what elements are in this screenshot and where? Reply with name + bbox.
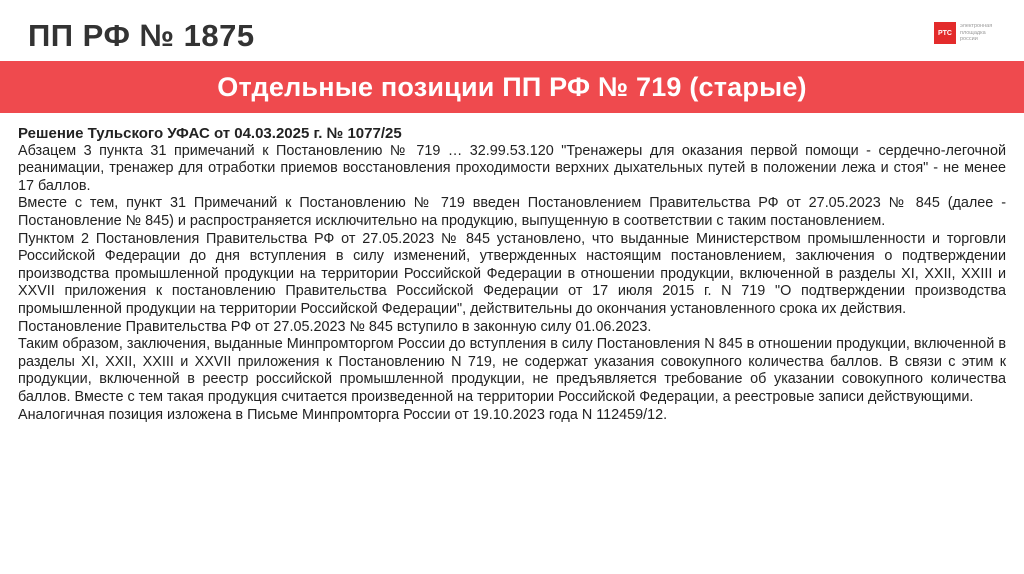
paragraph-4: Постановление Правительства РФ от 27.05.2023 № 845 вступило в законную силу 01.06.2023. <box>18 318 652 335</box>
banner-title: Отдельные позиции ПП РФ № 719 (старые) <box>217 71 807 102</box>
paragraph-2: Вместе с тем, пункт 31 Примечаний к Постановлению № 719 введен Постановлением Правительства РФ от 27.05.2023 № 845 (далее - Постановление № 845) и распространяется исключительно на продукцию, выпущенную в соответствии с таким постановлением. <box>18 195 1006 229</box>
page-title: ПП РФ № 1875 <box>28 18 255 53</box>
paragraph-6: Аналогичная позиция изложена в Письме Минпромторга России от 19.10.2023 года N 112459/12. <box>18 406 668 423</box>
paragraph-3: Пунктом 2 Постановления Правительства РФ от 27.05.2023 № 845 установлено, что выданные Министерством промышленности и торговли Российской Федерации до дня вступления в силу изменений, утвержденных настоящим постановлением, заключения о подтверждении производства промышленной продукции на территории Российской Федерации в отношении продукции, включенной в разделы XI, XXII, XXIII и XXVII приложения к постановлению Правительства Российской Федерации от 17 июля 2015 г. N 719 "О подтверждении производства промышленной продукции на территории Российской Федерации", действительны до окончания установленного срока их действия. <box>18 230 1006 317</box>
section-banner <box>0 61 1024 113</box>
document-body <box>18 125 1006 424</box>
paragraph-1: Абзацем 3 пункта 31 примечаний к Постановлению № 719 … 32.99.53.120 "Тренажеры для оказания первой помощи - сердечно-легочной реанимации, тренажер для отработки приемов восстановления проходимости верхних дыхательных путей в положении лежа и стоя" - не менее 17 баллов. <box>18 142 1006 194</box>
rts-logo <box>934 22 1004 44</box>
decision-heading: Решение Тульского УФАС от 04.03.2025 г. № 1077/25 <box>18 125 402 142</box>
rts-logo-icon: РТС <box>934 22 956 44</box>
paragraph-5: Таким образом, заключения, выданные Минпромторгом России до вступления в силу Постановления N 845 в отношении продукции, включенной в разделы XI, XXII, XXIII и XXVII приложения к Постановлению N 719, не содержат указания совокупного количества баллов. В связи с этим к продукции, включенной в реестр российской промышленной продукции, не предъявляется требование об указании совокупного количества баллов. Вместе с тем такая продукция считается произведенной на территории Российской Федерации, а реестровые записи действующими. <box>18 336 1006 405</box>
rts-logo-text: электронная площадка россии <box>960 23 993 42</box>
